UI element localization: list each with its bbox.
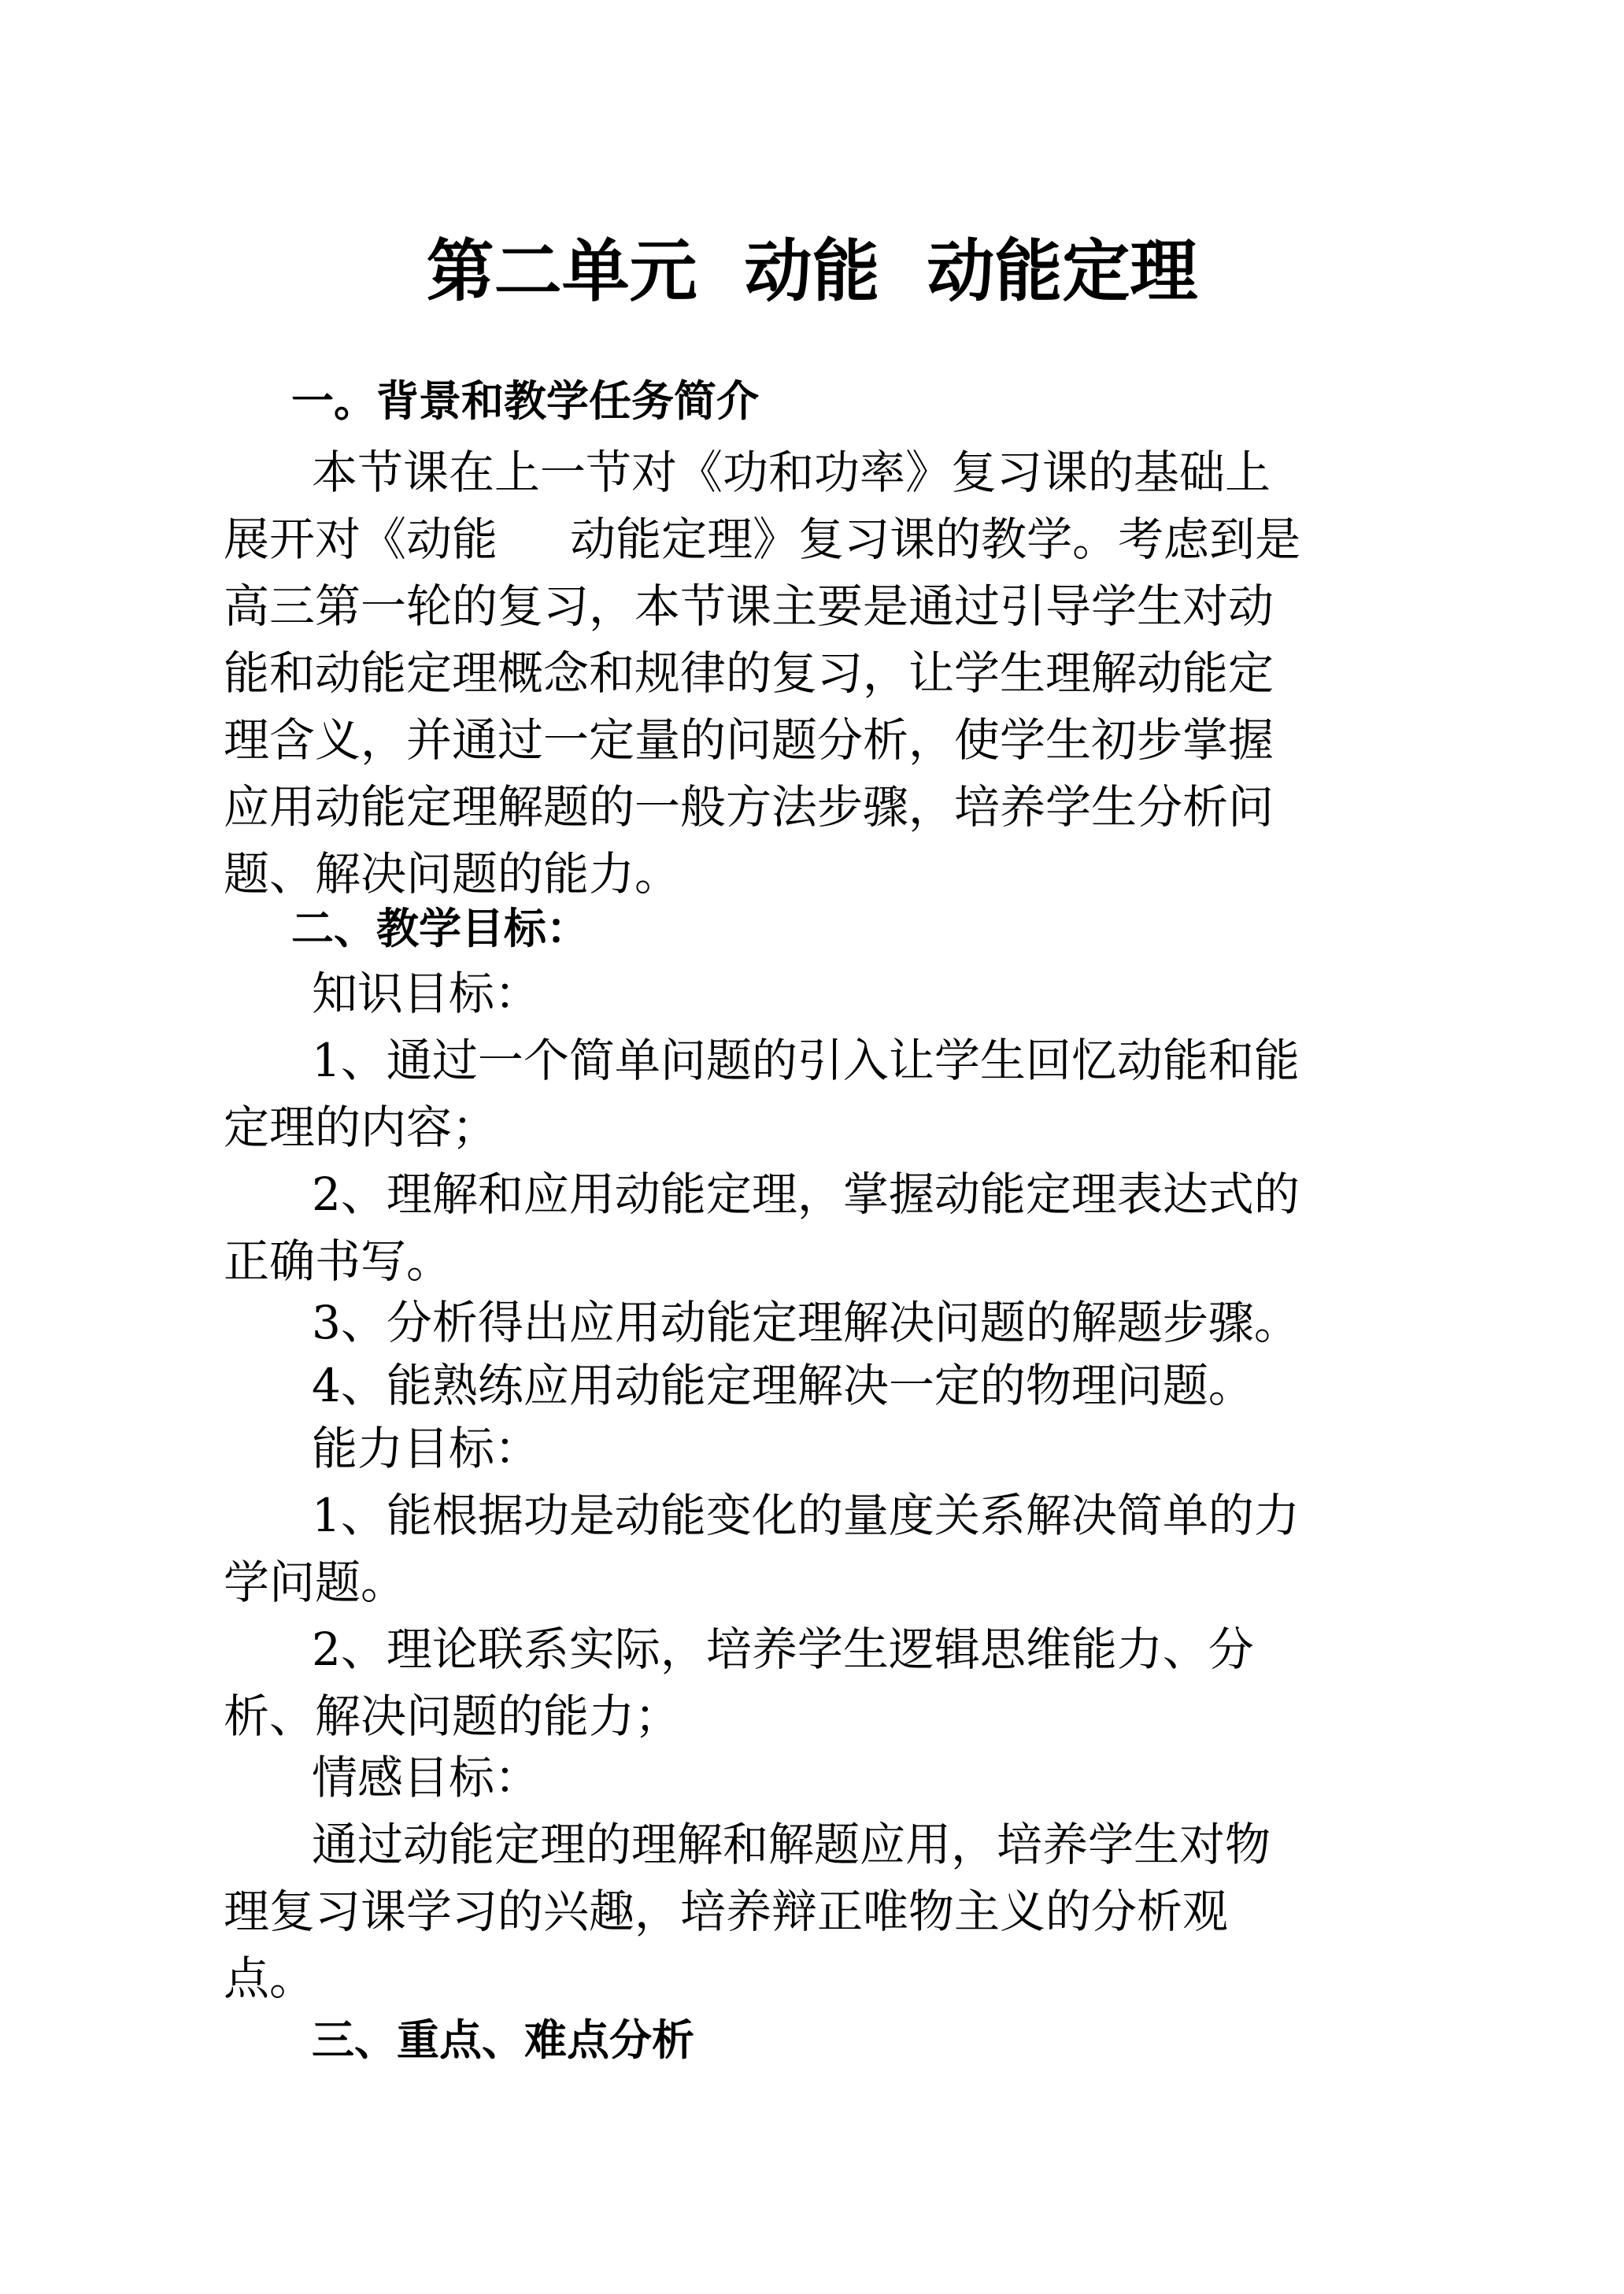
knowledge-line: 正确书写。	[224, 1234, 453, 1288]
knowledge-line: 2、理解和应用动能定理，掌握动能定理表达式的	[312, 1167, 1300, 1221]
paragraph-line: 能和动能定理概念和规律的复习，让学生理解动能定	[224, 646, 1274, 700]
ability-label: 能力目标：	[312, 1422, 541, 1475]
knowledge-line: 3、分析得出应用动能定理解决问题的解题步骤。	[312, 1296, 1300, 1349]
page-title: 第二单元 动能 动能定理	[426, 232, 1198, 311]
ability-line: 1、能根据功是动能变化的量度关系解决简单的力	[312, 1489, 1300, 1542]
paragraph-line: 理含义，并通过一定量的问题分析，使学生初步掌握	[224, 713, 1274, 767]
emotion-label: 情感目标：	[312, 1751, 541, 1804]
knowledge-line: 1、通过一个简单问题的引入让学生回忆动能和能	[312, 1034, 1300, 1087]
ability-line: 析、解决问题的能力；	[224, 1689, 681, 1743]
paragraph-line: 展开对《动能 动能定理》复习课的教学。考虑到是	[224, 512, 1301, 566]
paragraph-line: 本节课在上一节对《功和功率》复习课的基础上	[312, 446, 1271, 499]
paragraph-line: 应用动能定理解题的一般方法步骤，培养学生分析问	[224, 780, 1274, 834]
emotion-line: 理复习课学习的兴趣，培养辩正唯物主义的分析观	[224, 1885, 1229, 1938]
emotion-line: 点。	[224, 1952, 316, 2005]
section2-heading: 二、教学目标：	[291, 904, 589, 953]
emotion-line: 通过动能定理的理解和解题应用，培养学生对物	[312, 1818, 1271, 1871]
knowledge-line: 定理的内容；	[224, 1101, 498, 1154]
paragraph-line: 题、解决问题的能力。	[224, 847, 681, 901]
section1-heading: 一。背景和教学任务简介	[291, 376, 759, 426]
ability-line: 学问题。	[224, 1556, 407, 1609]
section3-heading: 三、重点、难点分析	[312, 2015, 694, 2065]
knowledge-line: 4、能熟练应用动能定理解决一定的物理问题。	[312, 1359, 1254, 1412]
knowledge-label: 知识目标：	[312, 967, 541, 1020]
ability-line: 2、理论联系实际，培养学生逻辑思维能力、分	[312, 1622, 1254, 1676]
paragraph-line: 高三第一轮的复习，本节课主要是通过引导学生对动	[224, 579, 1274, 633]
